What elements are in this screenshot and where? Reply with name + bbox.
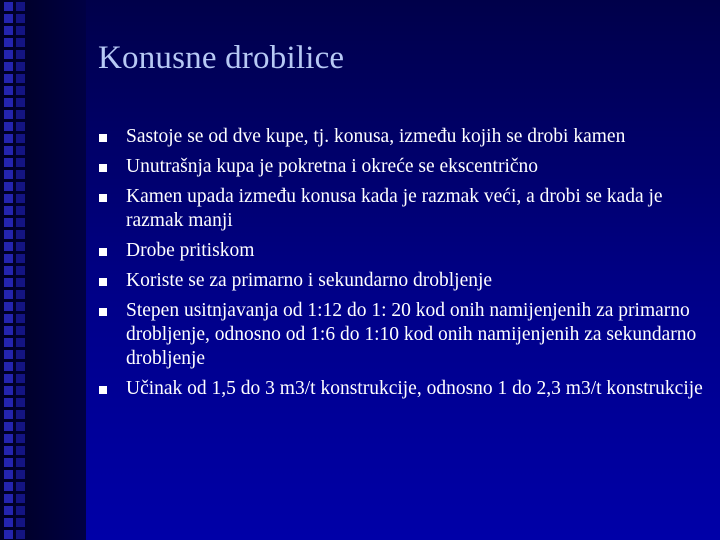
decor-square [4,374,13,383]
decor-square [16,218,25,227]
decor-square [16,134,25,143]
decor-square [16,50,25,59]
decor-square [4,302,13,311]
decor-square [4,14,13,23]
decor-square [16,350,25,359]
decor-square [4,98,13,107]
decor-square [16,482,25,491]
decor-square [16,86,25,95]
square-bullet-icon [99,386,107,394]
decor-square [4,518,13,527]
decor-square [4,458,13,467]
bullet-item [95,155,705,179]
decor-square [4,134,13,143]
decor-square [4,86,13,95]
decor-square [4,266,13,275]
decor-square [4,290,13,299]
decor-square [16,206,25,215]
slide-title: Konusne drobilice [98,40,345,76]
decor-square [4,170,13,179]
square-column-right [16,0,25,540]
decor-square [4,218,13,227]
decor-square [4,26,13,35]
decor-square [16,2,25,11]
decor-square [4,434,13,443]
bullet-text: Unutrašnja kupa je pokretna i okreće se ekscentrično [126,156,539,177]
bullet-text: Sastoje se od dve kupe, tj. konusa, između kojih se drobi kamen [126,126,626,147]
bullet-item [95,299,705,371]
decor-square [16,194,25,203]
bullet-text: Stepen usitnjavanja od 1:12 do 1: 20 kod onih namijenjenih za primarno drobljenje, odnosno od 1:6 do 1:10 kod onih namijenjenih za sekundarno drobljenje [126,300,697,369]
decor-square [16,170,25,179]
square-bullet-icon [99,248,107,256]
square-bullet-icon [99,194,107,202]
bullet-item [95,377,705,401]
decor-square [16,410,25,419]
decor-square [4,506,13,515]
decor-square [4,110,13,119]
square-bullet-icon [99,164,107,172]
decor-square [4,326,13,335]
decor-square [16,446,25,455]
decor-square [16,434,25,443]
decor-square [4,530,13,539]
decor-square [16,338,25,347]
decor-square [4,422,13,431]
decor-square [16,314,25,323]
decor-square [16,26,25,35]
decor-square [4,350,13,359]
side-decoration [0,0,86,540]
decor-square [4,362,13,371]
decor-square [4,74,13,83]
decor-square [16,290,25,299]
decor-square [4,314,13,323]
decor-square [16,122,25,131]
decor-square [4,122,13,131]
decor-square [4,410,13,419]
bullet-text: Kamen upada između konusa kada je razmak veći, a drobi se kada je razmak manji [126,186,663,231]
bullet-item [95,269,705,293]
decor-square [4,242,13,251]
decor-square [16,14,25,23]
decor-square [4,482,13,491]
decor-square [16,62,25,71]
decor-square [16,362,25,371]
decor-square [16,242,25,251]
square-bullet-icon [99,278,107,286]
decor-square [16,110,25,119]
bullet-text: Učinak od 1,5 do 3 m3/t konstrukcije, odnosno 1 do 2,3 m3/t konstrukcije [126,378,703,399]
decor-square [16,266,25,275]
bullet-item [95,185,705,233]
decor-square [16,74,25,83]
decor-square [16,530,25,539]
decor-square [4,230,13,239]
decor-square [16,254,25,263]
decor-square [4,494,13,503]
decor-square [4,386,13,395]
decor-square [4,38,13,47]
decor-square [16,386,25,395]
decor-square [4,470,13,479]
decor-square [16,506,25,515]
decor-square [16,374,25,383]
bullet-text: Drobe pritiskom [126,240,255,261]
decor-square [4,206,13,215]
decor-square [4,50,13,59]
decor-square [4,254,13,263]
decor-square [4,146,13,155]
decor-square [16,146,25,155]
decor-square [16,422,25,431]
bullet-list [95,125,705,407]
decor-square [4,182,13,191]
square-column-left [4,0,13,540]
decor-square [16,494,25,503]
decor-square [16,470,25,479]
bullet-item [95,125,705,149]
decor-square [16,326,25,335]
square-bullet-icon [99,134,107,142]
decor-square [4,398,13,407]
decor-square [16,518,25,527]
decor-square [4,2,13,11]
decor-square [16,302,25,311]
decor-square [4,158,13,167]
bullet-text: Koriste se za primarno i sekundarno drobljenje [126,270,493,291]
decor-square [4,338,13,347]
decor-square [16,398,25,407]
decor-square [4,446,13,455]
decor-square [4,278,13,287]
square-bullet-icon [99,308,107,316]
decor-square [16,38,25,47]
decor-square [16,158,25,167]
decor-square [4,194,13,203]
decor-square [16,98,25,107]
decor-square [16,458,25,467]
decor-square [16,230,25,239]
decor-square [16,182,25,191]
decor-square [4,62,13,71]
bullet-item [95,239,705,263]
decor-square [16,278,25,287]
